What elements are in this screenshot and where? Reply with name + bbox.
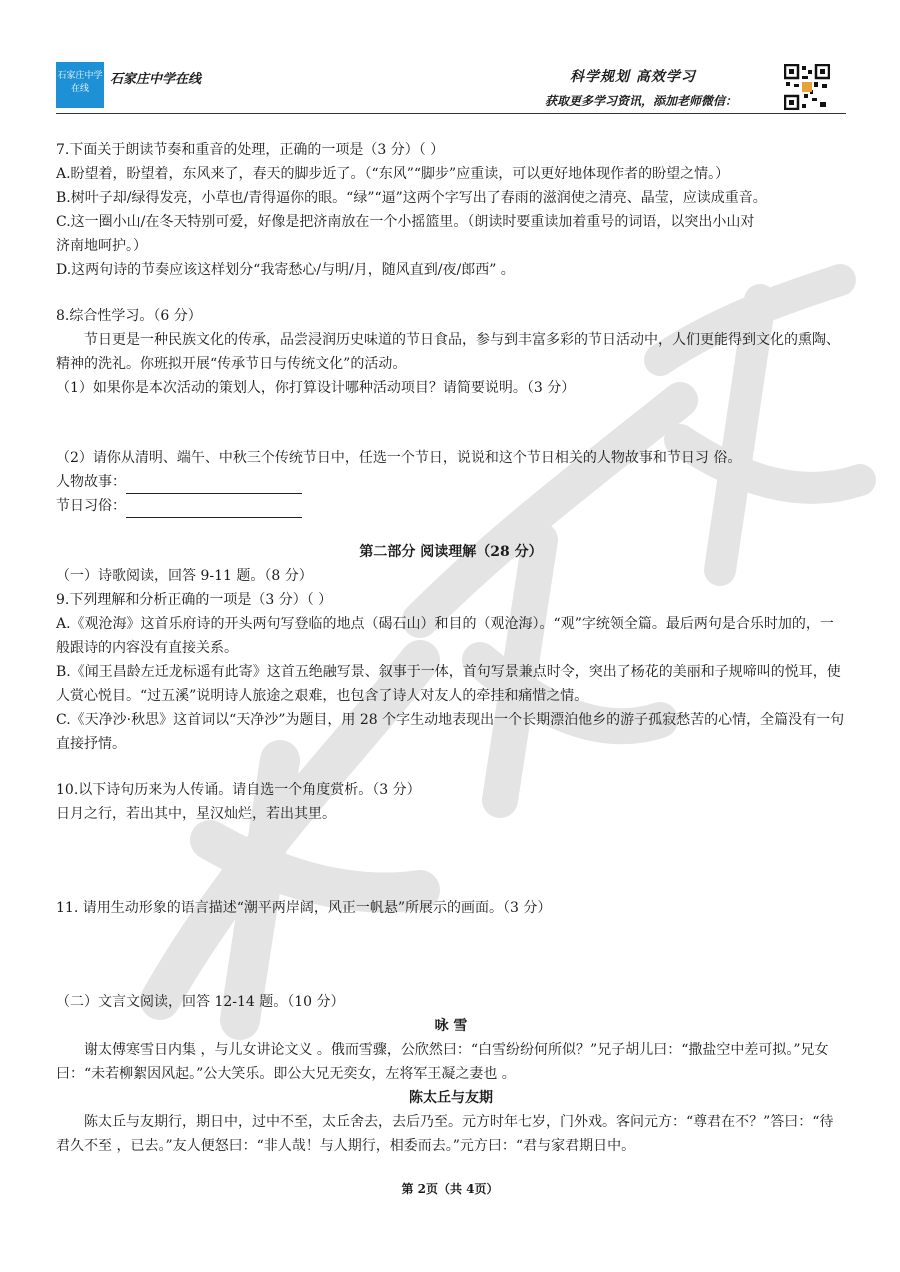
q9-option-a: A.《观沧海》这首乐府诗的开头两句写登临的地点（碣石山）和目的（观沧海）。“观”字统领全篇。最后两句是合乐时加的，一般跟诗的内容没有直接关系。 [56,616,834,656]
page-footer: 第 2页（共 4页） [401,1182,499,1196]
poetry-section-heading: （一）诗歌阅读，回答 9-11 题。（8 分） [56,568,313,584]
exam-content [56,138,846,1158]
site-name: 石家庄中学在线 [110,72,202,87]
q10-poem-line: 日月之行，若出其中，星汉灿烂，若出其里。 [56,806,336,822]
passage2-text: 陈太丘与友期行，期日中，过中不至，太丘舍去，去后乃至。元方时年七岁，门外戏。客问元方：“尊君在不？”答曰：“待君久不至 ，已去。”友人便怒曰：“非人哉！与人期行，相委而去。”元方曰：“君与家君期日中。 [56,1114,834,1154]
custom-answer-line [56,494,846,518]
q7-option-c-cont: 济南地呵护。） [56,238,147,254]
q9-stem: 9.下列理解和分析正确的一项是（3 分）（ ） [56,592,333,608]
header-divider [56,113,846,114]
q9-option-b: B.《闻王昌龄左迁龙标遥有此寄》这首五绝融写景、叙事于一体，首句写景兼点时令，突出了杨花的美丽和子规啼叫的悦耳，使人赏心悦目。“过五溪”说明诗人旅途之艰难，也包含了诗人对友人的牵挂和痛惜之情。 [56,664,841,704]
q7-option-b: B.树叶子却/绿得发亮，小草也/青得逼你的眼。“绿”“逼”这两个字写出了春雨的滋润使之清亮、晶莹，应读成重音。 [56,190,767,206]
custom-blank[interactable] [126,501,302,518]
q7-option-a: A.盼望着，盼望着，东风来了，春天的脚步近了。（“东风”“脚步”应重读，可以更好地体现作者的盼望之情。） [56,166,730,182]
qr-code-icon [784,64,830,110]
logo-text-bottom: 在线 [70,84,89,94]
q9-option-c: C.《天净沙·秋思》这首词以“天净沙”为题目，用 28 个字生动地表现出一个长期漂泊他乡的游子孤寂愁苦的心情，全篇没有一句直接抒情。 [56,712,845,752]
custom-label: 节日习俗： [56,498,126,514]
passage1-text: 谢太傅寒雪日内集 ，与儿女讲论文义 。俄而雪骤，公欣然曰：“白雪纷纷何所似？”兄子胡儿曰：“撒盐空中差可拟。”兄女曰：“未若柳絮因风起。”公大笑乐。即公大兄无奕女，左将军王凝之妻也 。 [56,1042,829,1082]
q7-stem: 7.下面关于朗读节奏和重音的处理，正确的一项是（3 分）（ ） [56,142,445,158]
q8-sub2: （2）请你从清明、端午、中秋三个传统节日中，任选一个节日，说说和这个节日相关的人物故事和节日习 俗。 [56,450,742,466]
q8-sub1: （1）如果你是本次活动的策划人，你打算设计哪种活动项目？请简要说明。（3 分） [56,380,576,396]
brand-logo [56,62,104,108]
story-answer-line [56,470,846,494]
q8-stem: 8.综合性学习。（6 分） [56,308,202,324]
logo-text-top: 石家庄中学 [57,71,103,81]
q7-option-c: C.这一圈小山/在冬天特别可爱，好像是把济南放在一个小摇篮里。（朗读时要重读加着重号的词语，以突出小山对 [56,214,755,230]
classical-section-heading: （二）文言文阅读，回答 12-14 题。（10 分） [56,994,345,1010]
q10-stem: 10.以下诗句历来为人传诵。请自选一个角度赏析。（3 分） [56,782,421,798]
header-subline: 获取更多学习资讯，添加老师微信： [545,94,738,108]
story-label: 人物故事： [56,474,126,490]
passage1-title: 咏 雪 [434,1018,468,1034]
q11-stem: 11. 请用生动形象的语言描述“潮平两岸阔，风正一帆悬”所展示的画面。（3 分） [56,900,552,916]
q7-option-d: D.这两句诗的节奏应该这样划分“我寄愁心/与明/月，随风直到/夜/郎西” 。 [56,262,515,278]
part2-title: 第二部分 阅读理解（28 分） [359,544,543,560]
story-blank[interactable] [126,477,302,494]
header-slogan: 科学规划 高效学习 [570,69,696,85]
q8-paragraph: 节日更是一种民族文化的传承，品尝浸润历史味道的节日食品，参与到丰富多彩的节日活动中，人们更能得到文化的熏陶、精神的洗礼。你班拟开展“传承节日与传统文化”的活动。 [56,332,840,372]
passage2-title: 陈太丘与友期 [409,1090,493,1106]
